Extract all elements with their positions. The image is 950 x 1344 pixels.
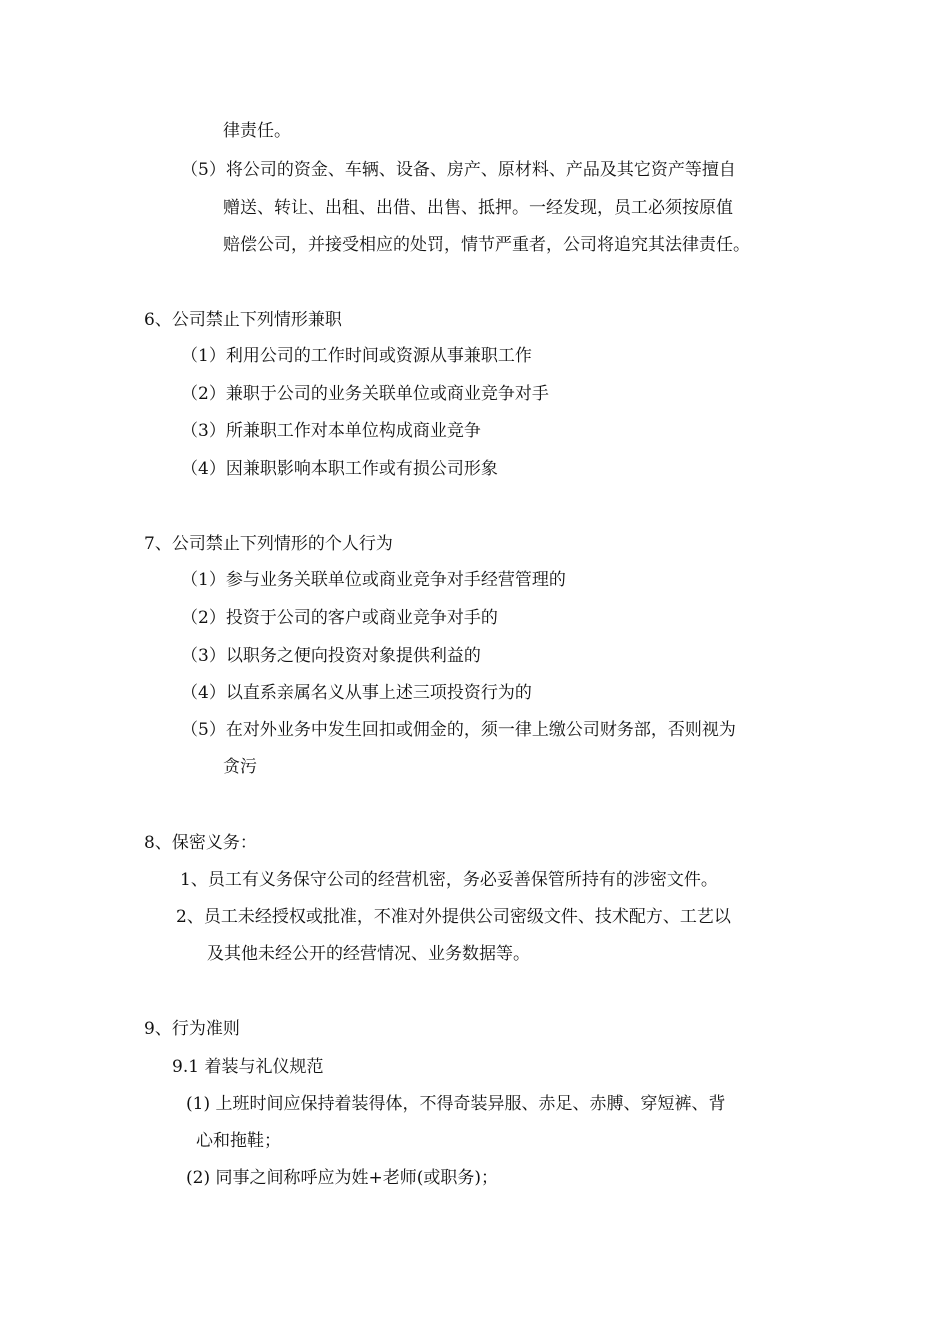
list-item: （3）以职务之便向投资对象提供利益的 <box>181 646 481 666</box>
list-item: （5）在对外业务中发生回扣或佣金的，须一律上缴公司财务部，否则视为 <box>181 720 736 740</box>
paragraph-line: 及其他未经公开的经营情况、业务数据等。 <box>207 944 530 964</box>
list-item: 2、员工未经授权或批准，不准对外提供公司密级文件、技术配方、工艺以 <box>176 907 731 927</box>
paragraph-line: 赠送、转让、出租、出借、出售、抵押。一经发现，员工必须按原值 <box>223 198 733 218</box>
section-heading: 8、保密义务： <box>144 833 257 853</box>
list-item: （4）因兼职影响本职工作或有损公司形象 <box>181 459 498 479</box>
paragraph-line: 心和拖鞋； <box>196 1131 281 1151</box>
list-item: （3）所兼职工作对本单位构成商业竞争 <box>181 421 481 441</box>
list-item: 1、员工有义务保守公司的经营机密，务必妥善保管所持有的涉密文件。 <box>180 870 718 890</box>
list-item: （1）参与业务关联单位或商业竞争对手经营管理的 <box>181 570 566 590</box>
list-item: （2）投资于公司的客户或商业竞争对手的 <box>181 608 498 628</box>
paragraph-line: 贪污 <box>223 757 257 777</box>
list-item: （1）利用公司的工作时间或资源从事兼职工作 <box>181 346 532 366</box>
section-heading: 9、行为准则 <box>144 1019 240 1039</box>
section-heading: 6、公司禁止下列情形兼职 <box>144 310 342 330</box>
subsection-heading: 9.1 着装与礼仪规范 <box>172 1057 324 1077</box>
paragraph-line: 赔偿公司，并接受相应的处罚，情节严重者，公司将追究其法律责任。 <box>223 235 750 255</box>
list-item: (1) 上班时间应保持着装得体，不得奇装异服、赤足、赤膊、穿短裤、背 <box>186 1094 726 1114</box>
list-item: （5）将公司的资金、车辆、设备、房产、原材料、产品及其它资产等擅自 <box>181 160 736 180</box>
paragraph-line: 律责任。 <box>223 121 291 141</box>
list-item: (2) 同事之间称呼应为姓+老师(或职务)； <box>186 1168 498 1188</box>
section-heading: 7、公司禁止下列情形的个人行为 <box>144 534 393 554</box>
list-item: （2）兼职于公司的业务关联单位或商业竞争对手 <box>181 384 549 404</box>
list-item: （4）以直系亲属名义从事上述三项投资行为的 <box>181 683 532 703</box>
